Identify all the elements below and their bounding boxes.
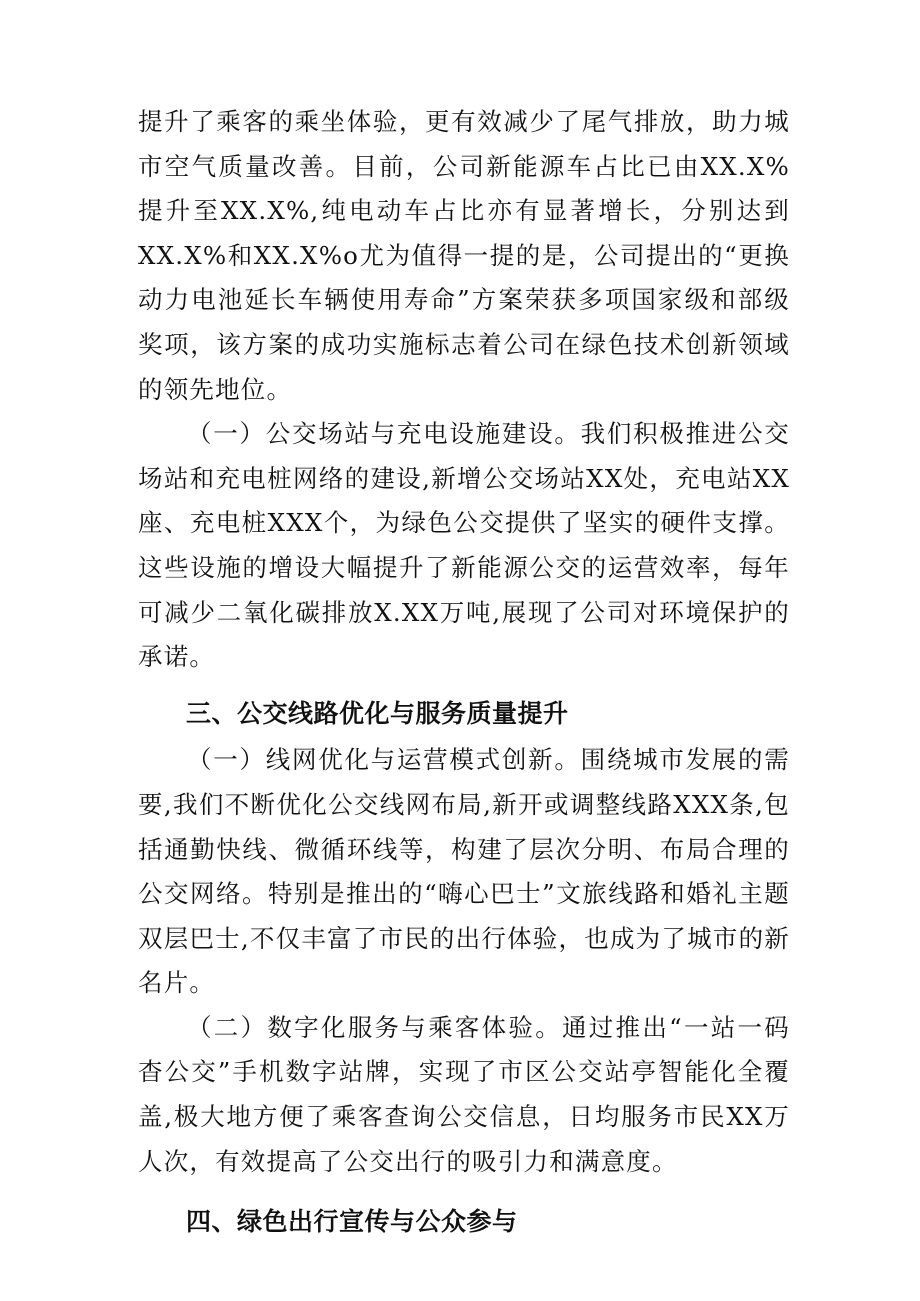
- paragraph-new-energy: 提升了乘客的乘坐体验，更有效减少了尾气排放，助力城市空气质量改善。目前，公司新能源车占比已由XX.X%提升至XX.X%,纯电动车占比亦有显著增长，分别达到XX.X%和XX.X%o尤为值得一提的是，公司提出的“更换动力电池延长车辆使用寿命”方案荣获多项国家级和部级奖项，该方案的成功实施标志着公司在绿色技术创新领域的领先地位。: [138, 107, 790, 404]
- paragraph-digital-service: （二）数字化服务与乘客体验。通过推出“一站一码杳公交”手机数字站牌，实现了市区公交站亭智能化全覆盖,极大地方便了乘客查询公交信息，日均服务市民XX万人次，有效提高了公交出行的吸引力和满意度。: [138, 1012, 790, 1176]
- paragraph-network-optimization: （一）线网优化与运营模式创新。围绕城市发展的需要,我们不断优化公交线网布局,新开或调整线路XXX条,包括通勤快线、微循环线等，构建了层次分明、布局合理的公交网络。特别是推出的“嗨心巴士”文旅线路和婚礼主题双层巴士,不仅丰富了市民的出行体验，也成为了城市的新名片。: [138, 745, 790, 998]
- section-heading-routes: 三、公交线路优化与服务质量提升: [186, 698, 569, 728]
- section-heading-green-travel: 四、绿色出行宣传与公众参与: [186, 1207, 518, 1237]
- paragraph-stations-charging: （一）公交场站与充电设施建设。我们积极推进公交场站和充电桩网络的建设,新增公交场站XX处，充电站XX座、充电桩XXX个，为绿色公交提供了坚实的硬件支撑。这些设施的增设大幅提升了新能源公交的运营效率，每年可减少二氧化碳排放X.XX万吨,展现了公司对环境保护的承诺。: [138, 419, 790, 672]
